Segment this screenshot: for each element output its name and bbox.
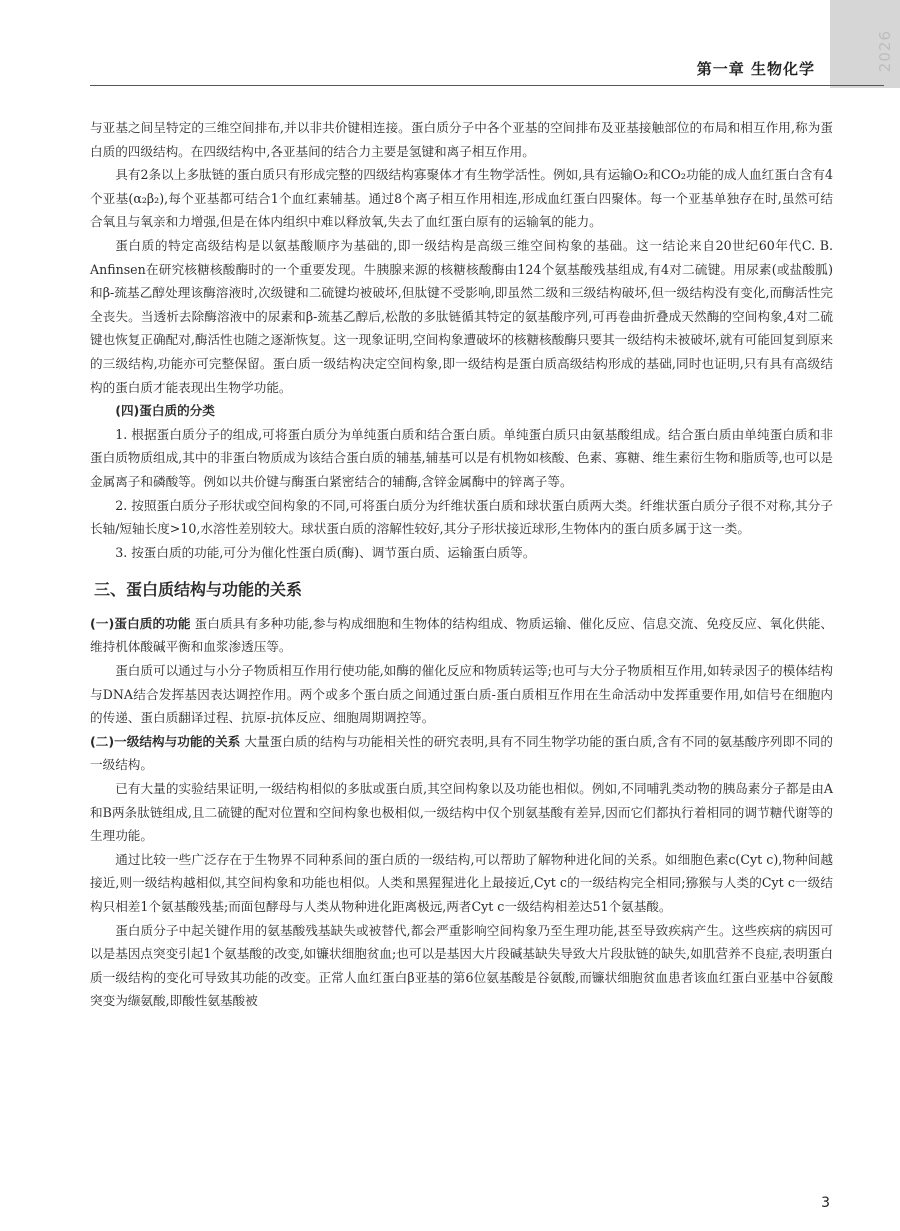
section-heading: 三、蛋白质结构与功能的关系	[94, 580, 303, 600]
paragraph: 已有大量的实验结果证明,一级结构相似的多肽或蛋白质,其空间构象以及功能也相似。例如,不同哺乳类动物的胰岛素分子都是由A和B两条肽链组成,且二硫键的配对位置和空间构象也极相似,一级结构中仅个别氨基酸有差异,因而它们都执行着相同的调节糖代谢等的生理功能。	[90, 781, 833, 844]
page-body	[90, 116, 833, 1013]
subsection-heading: (二)一级结构与功能的关系	[90, 733, 241, 749]
subsection-heading: (一)蛋白质的功能	[90, 615, 191, 631]
subsection-heading: (四)蛋白质的分类	[115, 403, 215, 419]
corner-tab	[830, 0, 900, 88]
paragraph: 蛋白质的特定高级结构是以氨基酸顺序为基础的,即一级结构是高级三维空间构象的基础。这一结论来自20世纪60年代C. B. Anfinsen在研究核糖核酸酶时的一个重要发现。牛胰腺来源的核糖核酸酶由124个氨基酸残基组成,有4对二硫键。用尿素(或盐酸胍)和β-巯基乙醇处理该酶溶液时,次级键和二硫键均被破坏,但肽键不受影响,即虽然二级和三级结构破坏,但一级结构没有变化,而酶活性完全丧失。当透析去除酶溶液中的尿素和β-巯基乙醇后,松散的多肽链循其特定的氨基酸序列,可再卷曲折叠成天然酶的空间构象,4对二硫键也恢复正确配对,酶活性也随之逐渐恢复。这一现象证明,空间构象遭破坏的核糖核酸酶只要其一级结构未被破坏,就有可能回复到原来的三级结构,功能亦可完整保留。蛋白质一级结构决定空间构象,即一级结构是蛋白质高级结构形成的基础,同时也证明,只有具有高级结构的蛋白质才能表现出生物学功能。	[90, 237, 833, 395]
paragraph: 具有2条以上多肽链的蛋白质只有形成完整的四级结构寡聚体才有生物学活性。例如,具有运输O₂和CO₂功能的成人血红蛋白含有4个亚基(α₂β₂),每个亚基都可结合1个血红素辅基。通过8个离子相互作用相连,形成血红蛋白四聚体。每一个亚基单独存在时,虽然可结合氧且与氧亲和力增强,但是在体内组织中难以释放氧,失去了血红蛋白原有的运输氧的能力。	[90, 167, 833, 230]
paragraph: 蛋白质分子中起关键作用的氨基酸残基缺失或被替代,都会严重影响空间构象乃至生理功能,甚至导致疾病产生。这些疾病的病因可以是基因点突变引起1个氨基酸的改变,如镰状细胞贫血;也可以是基因大片段碱基缺失导致大片段肽链的缺失,如肌营养不良症,表明蛋白质一级结构的变化可导致其功能的改变。正常人血红蛋白β亚基的第6位氨基酸是谷氨酸,而镰状细胞贫血患者该血红蛋白亚基中谷氨酸突变为缬氨酸,即酸性氨基酸被	[90, 922, 833, 1009]
paragraph: 蛋白质可以通过与小分子物质相互作用行使功能,如酶的催化反应和物质转运等;也可与大分子物质相互作用,如转录因子的模体结构与DNA结合发挥基因表达调控作用。两个或多个蛋白质之间通过蛋白质-蛋白质相互作用在生命活动中发挥重要作用,如信号在细胞内的传递、蛋白质翻译过程、抗原-抗体反应、细胞周期调控等。	[90, 663, 833, 726]
header-divider	[90, 85, 884, 86]
paragraph-text: 大量蛋白质的结构与功能相关性的研究表明,具有不同生物学功能的蛋白质,含有不同的氨基酸序列即不同的一级结构。	[90, 733, 833, 773]
paragraph	[90, 612, 833, 659]
list-item: 3. 按蛋白质的功能,可分为催化性蛋白质(酶)、调节蛋白质、运输蛋白质等。	[115, 544, 536, 560]
tab-watermark: 2026	[876, 30, 894, 73]
paragraph: 通过比较一些广泛存在于生物界不同种系间的蛋白质的一级结构,可以帮助了解物种进化间的关系。如细胞色素c(Cyt c),物种间越接近,则一级结构越相似,其空间构象和功能也相似。人类和黑猩猩进化上最接近,Cyt c的一级结构完全相同;猕猴与人类的Cyt c一级结构只相差1个氨基酸残基;而面包酵母与人类从物种进化距离极远,两者Cyt c一级结构相差达51个氨基酸。	[90, 851, 833, 914]
page-number: 3	[821, 1195, 830, 1211]
paragraph-text: 蛋白质具有多种功能,参与构成细胞和生物体的结构组成、物质运输、催化反应、信息交流、免疫反应、氧化供能、维持机体酸碱平衡和血浆渗透压等。	[90, 615, 833, 655]
list-item: 1. 根据蛋白质分子的组成,可将蛋白质分为单纯蛋白质和结合蛋白质。单纯蛋白质只由氨基酸组成。结合蛋白质由单纯蛋白质和非蛋白质物质组成,其中的非蛋白物质成为该结合蛋白质的辅基,辅基可以是有机物如核酸、色素、寡糖、维生素衍生物和脂质等,也可以是金属离子和磷酸等。例如以共价键与酶蛋白紧密结合的辅酶,含锌金属酶中的锌离子等。	[90, 426, 833, 489]
list-item: 2. 按照蛋白质分子形状或空间构象的不同,可将蛋白质分为纤维状蛋白质和球状蛋白质两大类。纤维状蛋白质分子很不对称,其分子长轴/短轴长度>10,水溶性差别较大。球状蛋白质的溶解性较好,其分子形状接近球形,生物体内的蛋白质多属于这一类。	[90, 497, 833, 537]
paragraph: 与亚基之间呈特定的三维空间排布,并以非共价键相连接。蛋白质分子中各个亚基的空间排布及亚基接触部位的布局和相互作用,称为蛋白质的四级结构。在四级结构中,各亚基间的结合力主要是氢键和离子相互作用。	[90, 120, 833, 159]
chapter-header: 第一章 生物化学	[696, 60, 815, 78]
paragraph	[90, 730, 833, 777]
